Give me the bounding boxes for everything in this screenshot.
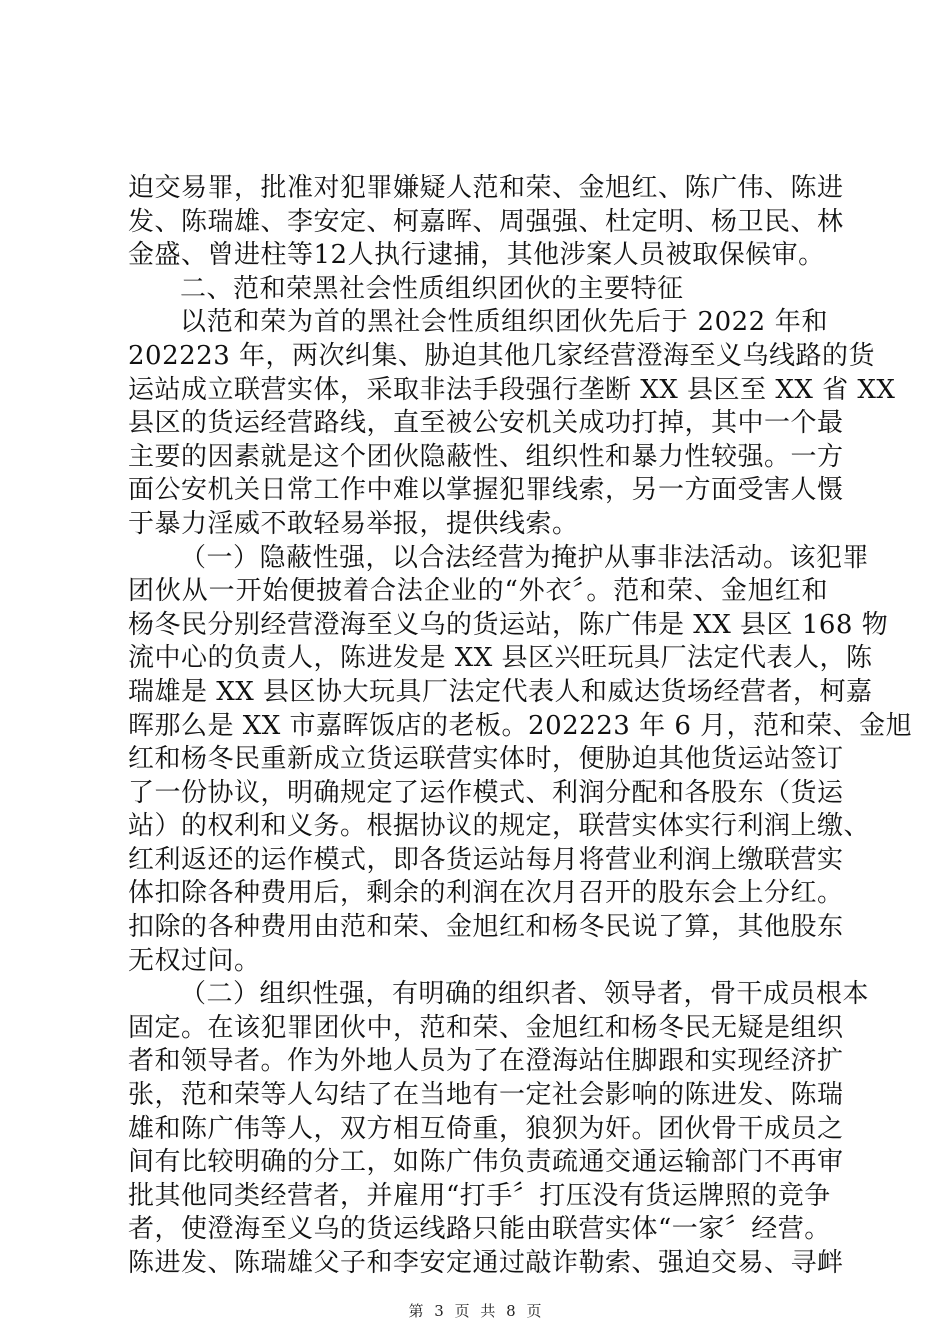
text-line: 迫交易罪，批准对犯罪嫌疑人范和荣、金旭红、陈广伟、陈进 (128, 173, 844, 203)
paragraph-concealment (128, 542, 913, 979)
text-line: 固定。在该犯罪团伙中，范和荣、金旭红和杨冬民无疑是组织 (128, 1012, 844, 1043)
text-line: 金盛、曾进柱等12人执行逮捕，其他涉案人员被取保候审。 (128, 240, 825, 271)
text-line: 瑞雄是 XX 县区协大玩具厂法定代表人和威达货场经营者，柯嘉 (128, 676, 873, 707)
text-line: 者和领导者。作为外地人员为了在澄海站住脚跟和实现经济扩 (128, 1046, 844, 1077)
text-line: 红和杨冬民重新成立货运联营实体时，便胁迫其他货运站签订 (128, 744, 844, 775)
paragraph-intro (128, 306, 896, 541)
document-body (128, 172, 913, 1281)
heading-line: 二、范和荣黑社会性质组织团伙的主要特征 (180, 273, 684, 304)
text-line: 体扣除各种费用后，剩余的利润在次月召开的股东会上分红。 (128, 878, 844, 909)
text-line: （二）组织性强，有明确的组织者、领导者，骨干成员根本 (180, 979, 870, 1010)
section-heading (128, 273, 828, 307)
text-line: 间有比较明确的分工，如陈广伟负责疏通交通运输部门不再审 (128, 1147, 844, 1178)
text-line: 张，范和荣等人勾结了在当地有一定社会影响的陈进发、陈瑞 (128, 1080, 844, 1111)
text-line: （一）隐蔽性强，以合法经营为掩护从事非法活动。该犯罪 (180, 542, 870, 573)
text-line: 者，使澄海至义乌的货运线路只能由联营实体“一家〞经营。 (128, 1214, 831, 1245)
paragraph-continuation (128, 172, 844, 273)
paragraph-organization (128, 978, 870, 1280)
page-number: 第 3 页 (408, 1302, 470, 1320)
text-line: 面公安机关日常工作中难以掌握犯罪线索，另一方面受害人慑 (128, 475, 844, 506)
text-line: 202223 年，两次纠集、胁迫其他几家经营澄海至义乌线路的货 (128, 340, 876, 371)
text-line: 批其他同类经营者，并雇用“打手〞打压没有货运牌照的竞争 (128, 1180, 831, 1211)
text-line: 于暴力淫威不敢轻易举报，提供线索。 (128, 508, 579, 539)
text-line: 站）的权利和义务。根据协议的规定，联营实体实行利润上缴、 (128, 811, 871, 842)
text-line: 以范和荣为首的黑社会性质组织团伙先后于 2022 年和 (180, 307, 828, 338)
text-line: 杨冬民分别经营澄海至义乌的货运站，陈广伟是 XX 县区 168 物 (128, 609, 889, 640)
text-line: 流中心的负责人，陈进发是 XX 县区兴旺玩具厂法定代表人，陈 (128, 643, 873, 674)
text-line: 团伙从一开始便披着合法企业的“外衣〞。范和荣、金旭红和 (128, 576, 828, 607)
page-total: 共 8 页 (480, 1302, 542, 1320)
text-line: 晖那么是 XX 市嘉晖饭店的老板。202223 年 6 月，范和荣、金旭 (128, 710, 913, 741)
text-line: 扣除的各种费用由范和荣、金旭红和杨冬民说了算，其他股东 (128, 912, 844, 943)
text-line: 运站成立联营实体，采取非法手段强行垄断 XX 县区至 XX 省 XX (128, 374, 896, 405)
text-line: 了一份协议，明确规定了运作模式、利润分配和各股东（货运 (128, 777, 844, 808)
text-line: 无权过问。 (128, 945, 261, 976)
text-line: 发、陈瑞雄、李安定、柯嘉晖、周强强、杜定明、杨卫民、林 (128, 206, 844, 237)
page-footer (0, 1300, 950, 1321)
text-line: 主要的因素就是这个团伙隐蔽性、组织性和暴力性较强。一方 (128, 441, 844, 472)
text-line: 红利返还的运作模式，即各货运站每月将营业利润上缴联营实 (128, 844, 844, 875)
text-line: 陈进发、陈瑞雄父子和李安定通过敲诈勒索、强迫交易、寻衅 (128, 1248, 844, 1278)
text-line: 县区的货运经营路线，直至被公安机关成功打掉，其中一个最 (128, 408, 844, 439)
text-line: 雄和陈广伟等人，双方相互倚重，狼狈为奸。团伙骨干成员之 (128, 1113, 844, 1144)
